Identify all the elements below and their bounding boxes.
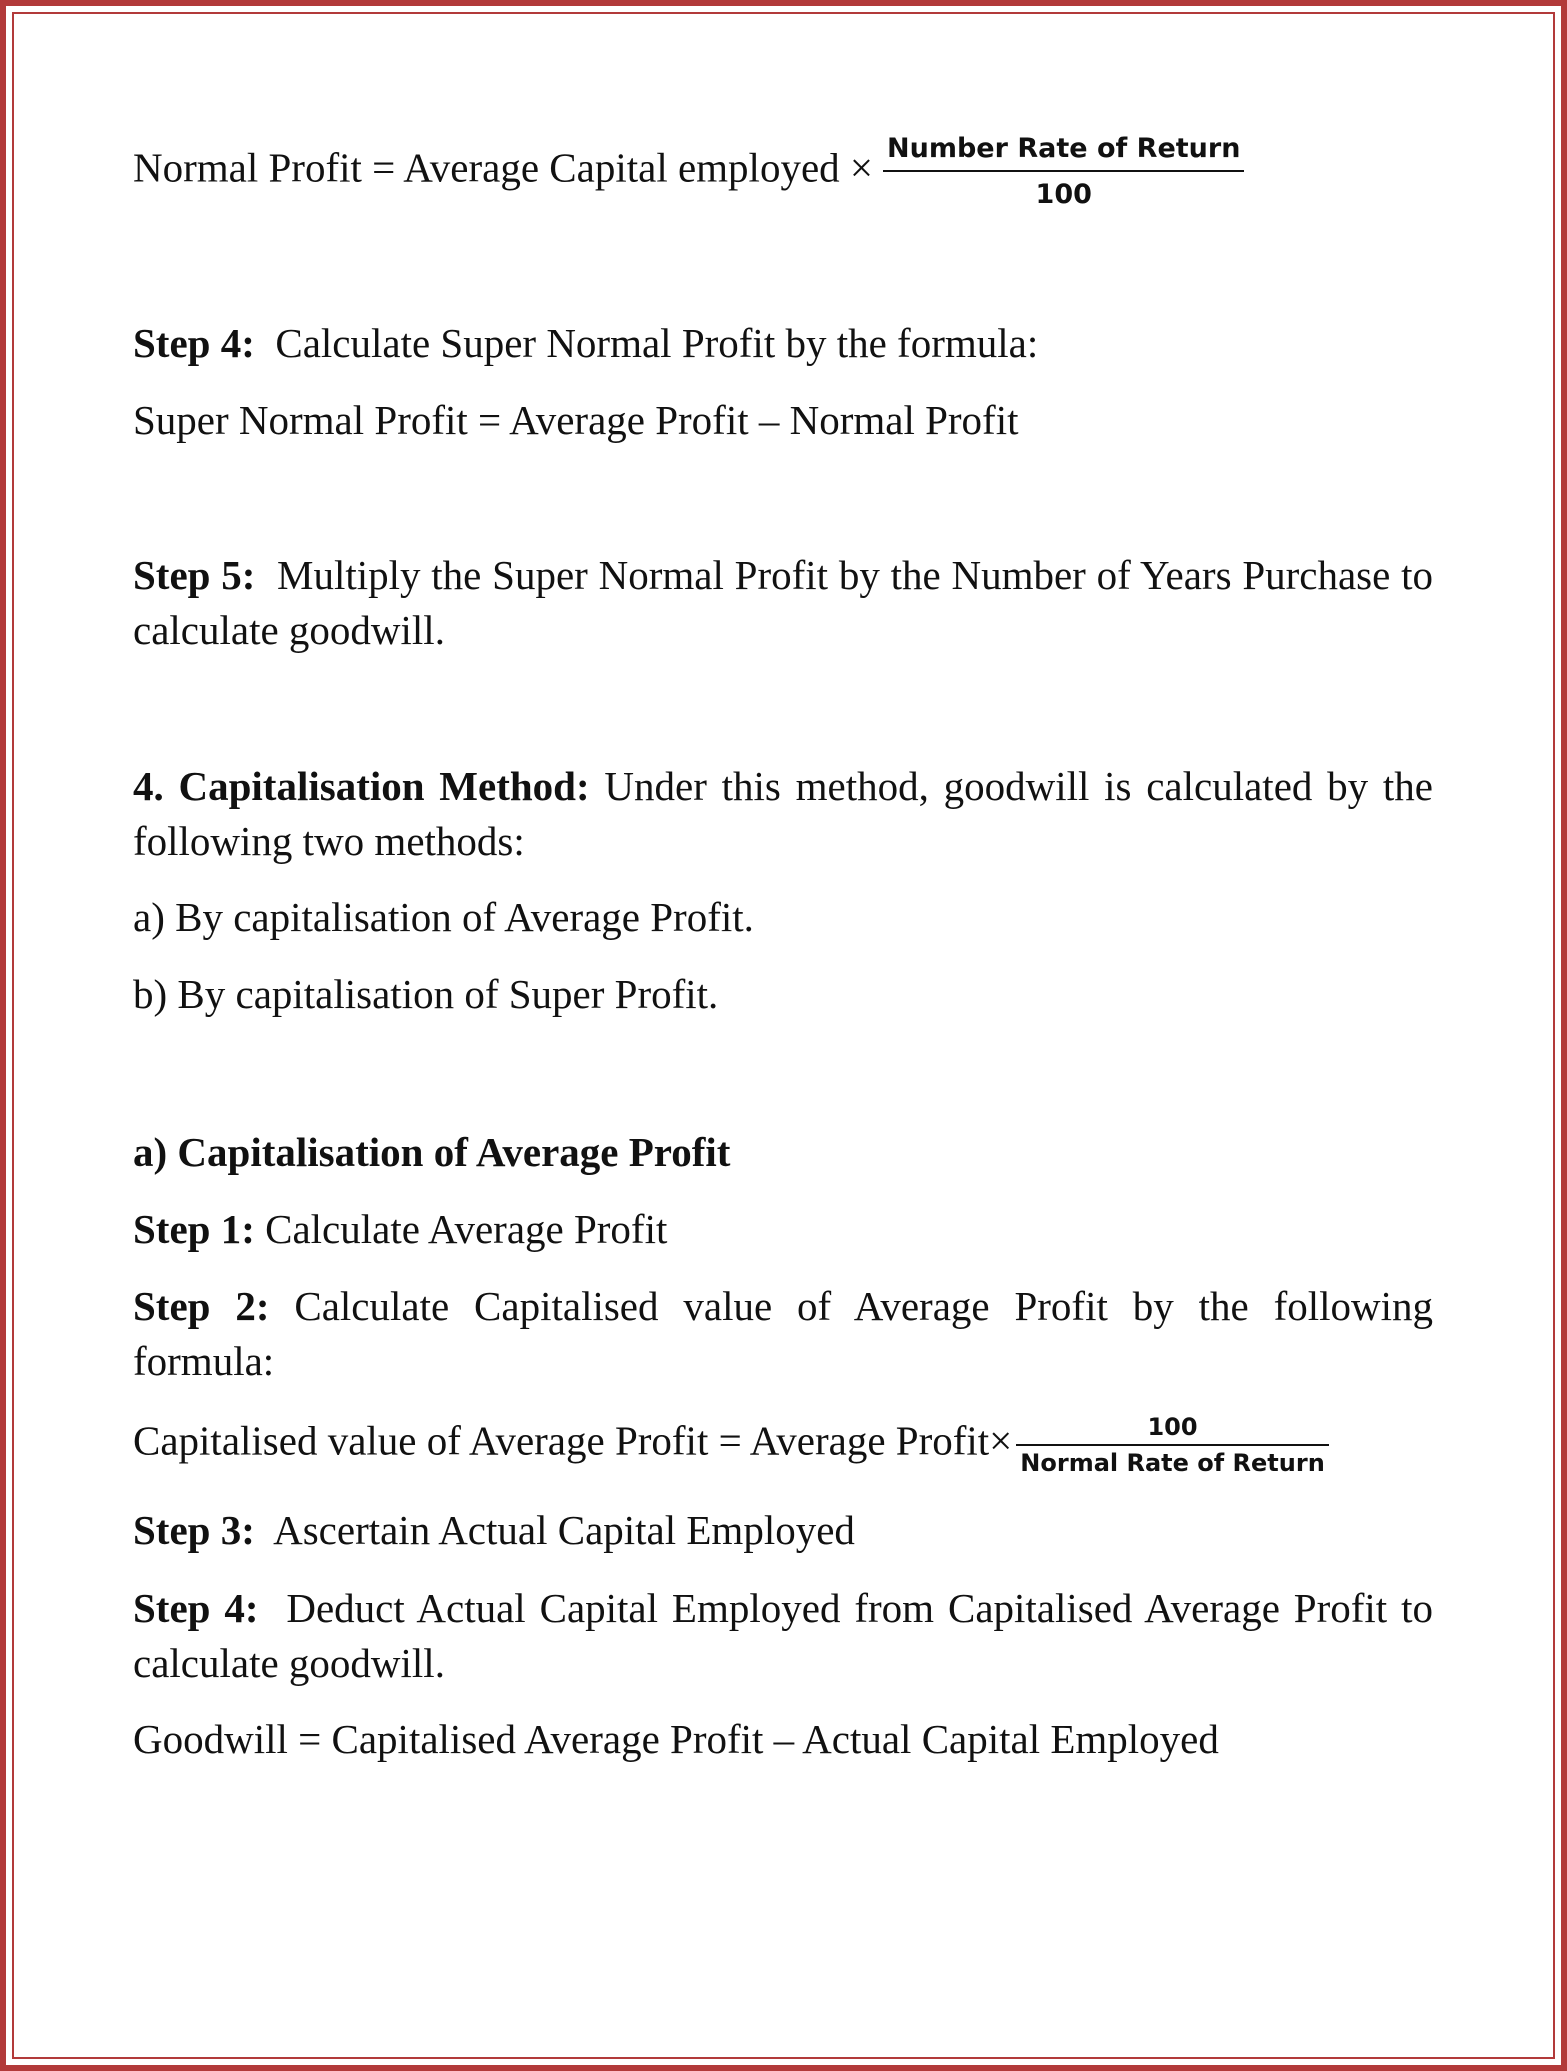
fraction-denominator: Normal Rate of Return xyxy=(1020,1449,1325,1477)
avg-step-3-line xyxy=(133,1503,855,1558)
avg-step-3-text: Ascertain Actual Capital Employed xyxy=(273,1507,855,1553)
step-5-paragraph xyxy=(133,548,1433,658)
super-normal-profit-formula: Super Normal Profit = Average Profit – Normal Profit xyxy=(133,397,1019,443)
normal-profit-fraction xyxy=(883,132,1244,212)
fraction-numerator: 100 xyxy=(1016,1412,1329,1446)
fraction-numerator: Number Rate of Return xyxy=(883,132,1244,172)
section-heading xyxy=(133,1125,730,1180)
avg-step-2-label: Step 2: xyxy=(133,1283,270,1329)
avg-step-1-line xyxy=(133,1202,667,1257)
capitalisation-method-text: Under this method, goodwill is calculated by the following two methods: xyxy=(133,763,1434,864)
step-4-text: Calculate Super Normal Profit by the formula: xyxy=(275,320,1039,366)
avg-step-4-paragraph xyxy=(133,1581,1433,1691)
avg-step-3-label: Step 3: xyxy=(133,1507,255,1553)
capitalised-value-formula-lhs: Capitalised value of Average Profit = Average Profit× xyxy=(133,1417,1013,1464)
capitalisation-method-paragraph xyxy=(133,759,1433,869)
capitalised-value-formula xyxy=(133,1412,1329,1478)
goodwill-formula: Goodwill = Capitalised Average Profit – Actual Capital Employed xyxy=(133,1716,1219,1762)
avg-step-4-text: Deduct Actual Capital Employed from Capitalised Average Profit to calculate goodwill. xyxy=(133,1585,1434,1686)
avg-step-1-label: Step 1: xyxy=(133,1206,255,1252)
step-4-line xyxy=(133,316,1038,371)
normal-profit-formula xyxy=(133,132,1244,212)
fraction-denominator: 100 xyxy=(1035,179,1092,210)
list-item-b: b) By capitalisation of Super Profit. xyxy=(133,971,719,1017)
list-item-a: a) By capitalisation of Average Profit. xyxy=(133,894,754,940)
step-5-label: Step 5: xyxy=(133,552,256,598)
average-profit-section-heading: a) Capitalisation of Average Profit xyxy=(133,1129,731,1175)
step-4-label: Step 4: xyxy=(133,320,255,366)
avg-step-4-label: Step 4: xyxy=(133,1585,259,1631)
capitalised-value-fraction xyxy=(1016,1412,1329,1478)
avg-step-2-text: Calculate Capitalised value of Average Profit by the following formula: xyxy=(133,1283,1433,1384)
capitalisation-method-heading: 4. Capitalisation Method: xyxy=(133,763,590,809)
normal-profit-formula-lhs: Normal Profit = Average Capital employed × xyxy=(133,144,874,191)
step-5-text: Multiply the Super Normal Profit by the Number of Years Purchase to calculate goodwill. xyxy=(133,552,1434,653)
avg-step-1-text: Calculate Average Profit xyxy=(265,1206,668,1252)
avg-step-2-paragraph xyxy=(133,1279,1433,1389)
